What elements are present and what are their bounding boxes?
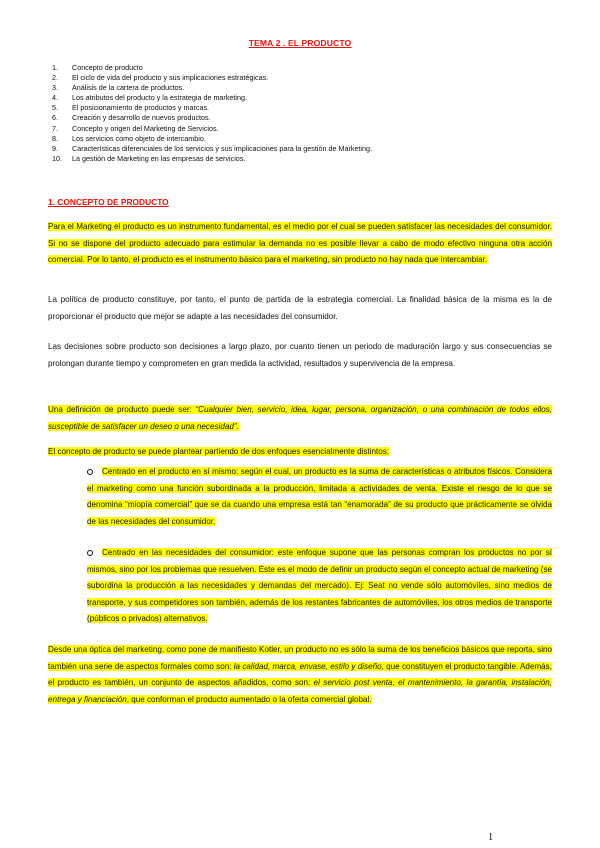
bullet-item-1 (87, 464, 552, 530)
bullet-1-text: Centrado en el producto en sí mismo: según el cual, un producto es la suma de características o atributos físicos. Considera el marketing como una función subordinada a la producción, limitada a actividades de venta. Existe el riesgo de lo que se denomina “miopía comercial” que se da cuando una empresa está tan “enamorada” de su producto que prácticamente se olvida de las necesidades del consumidor. (87, 467, 552, 526)
bullet-circle-icon (87, 550, 93, 556)
paragraph-1-text: Para el Marketing el producto es un instrumento fundamental, es el medio por el cual se pueden satisfacer las necesidades del consumidor. Si no se dispone del producto adecuado para estimular la demanda no es posible llevar a cabo de modo efectivo ninguna otra acción comercial. Por lo tanto, el producto es el instrumento básico para el marketing, sin producto no hay nada que intercambiar. (48, 222, 552, 265)
kotler-c: , que constituyen el producto tangible. Además, el producto es también, un conjunto de aspectos añadidos, como son: (48, 661, 552, 688)
page-number: 1 (488, 832, 494, 843)
paragraph-kotler (48, 642, 552, 708)
toc-item (52, 144, 552, 154)
toc-number: 6. (52, 113, 58, 123)
toc-number: 4. (52, 93, 58, 103)
toc-number: 8. (52, 133, 58, 143)
toc-text: Creación y desarrollo de nuevos productos. (72, 113, 211, 123)
paragraph-2 (48, 292, 552, 325)
bullet-2-text: Centrado en las necesidades del consumidor: este enfoque supone que las personas compran los productos no por sí mismos, sino por los problemas que resuelven. Éste es el modo de definir un producto según el concepto actual de marketing (se subordina la producción a las necesidades y demandas del mercado). Ej: Seat no vende sólo automóviles, sino medios de transporte, y sus competidores son también, además de los restantes fabricantes de automóviles, los otros medios de transporte (públicos o privados) alternativos. (87, 548, 552, 624)
definition-lead: Una definición de producto puede ser: (48, 405, 196, 414)
toc-number: 7. (52, 123, 58, 133)
toc-item (52, 73, 552, 83)
toc-text: El ciclo de vida del producto y sus implicaciones estratégicas. (72, 73, 269, 83)
kotler-e: , que conforman el producto aumentado o la oferta comercial global. (126, 694, 372, 704)
paragraph-approaches (48, 444, 552, 461)
toc-text: Concepto y origen del Marketing de Servicios. (72, 123, 219, 133)
toc-text: Los atributos del producto y la estrategia de marketing. (72, 93, 247, 103)
toc-item (52, 134, 552, 144)
toc-number: 9. (52, 143, 58, 153)
definition-quote: “Cualquier bien, servicio, idea, lugar, persona, organización, o una combinación de todos ellos, susceptible de satisfacer un deseo o una necesidad”. (48, 405, 552, 431)
kotler-a: Desde una óptica del marketing, como pone de manifiesto Kotler, un producto no es sólo la suma de los beneficios básicos que reporta, sino también una serie de aspectos formales como son: (48, 645, 552, 671)
toc-number: 3. (52, 83, 58, 93)
document-title: TEMA 2 . EL PRODUCTO (248, 38, 352, 48)
toc-text: El posicionamiento de productos y marcas. (72, 103, 210, 113)
toc-text: La gestión de Marketing en las empresas de servicios. (72, 153, 246, 163)
toc-item (52, 103, 552, 113)
toc-text: Análisis de la cartera de productos. (72, 83, 185, 93)
toc-item (52, 63, 552, 73)
toc-text: Los servicios como objeto de intercambio. (72, 133, 206, 143)
paragraph-2-text: La política de producto constituye, por tanto, el punto de partida de la estrategia comercial. La finalidad básica de la misma es la de proporcionar el producto que mejor se adapte a las necesidades del consumidor. (48, 295, 552, 321)
toc-text: Características diferenciales de los servicios y sus implicaciones para la gestión de Marketing. (72, 143, 373, 153)
toc-item (52, 113, 552, 123)
toc-item (52, 93, 552, 103)
paragraph-1 (48, 219, 552, 269)
bullet-item-2 (87, 545, 552, 628)
toc-number: 5. (52, 103, 58, 113)
kotler-b: la calidad, marca, envase, estilo y diseño (233, 661, 382, 671)
paragraph-3 (48, 339, 552, 372)
toc-number: 10. (52, 153, 62, 163)
toc-number: 1. (52, 63, 58, 72)
section-heading: 1. CONCEPTO DE PRODUCTO (48, 197, 169, 207)
toc-item (52, 83, 552, 93)
toc-number: 2. (52, 73, 58, 83)
paragraph-3-text: Las decisiones sobre producto son decisiones a largo plazo, por cuanto tienen un periodo de maduración largo y sus consecuencias se prolongan durante tiempo y comprometen en gran medida la actividad, resultados y supervivencia de la empresa. (48, 342, 552, 368)
table-of-contents (52, 63, 552, 164)
toc-item (52, 154, 552, 164)
approaches-text: El concepto de producto se puede plantear partiendo de dos enfoques esencialmente distintos: (48, 447, 390, 456)
paragraph-definition (48, 402, 552, 435)
toc-item (52, 124, 552, 134)
toc-text: Concepto de producto (72, 63, 143, 72)
bullet-circle-icon (87, 469, 93, 475)
kotler-d: el servicio post venta, el mantenimiento, la garantía, instalación, entrega y financiación (48, 678, 552, 704)
